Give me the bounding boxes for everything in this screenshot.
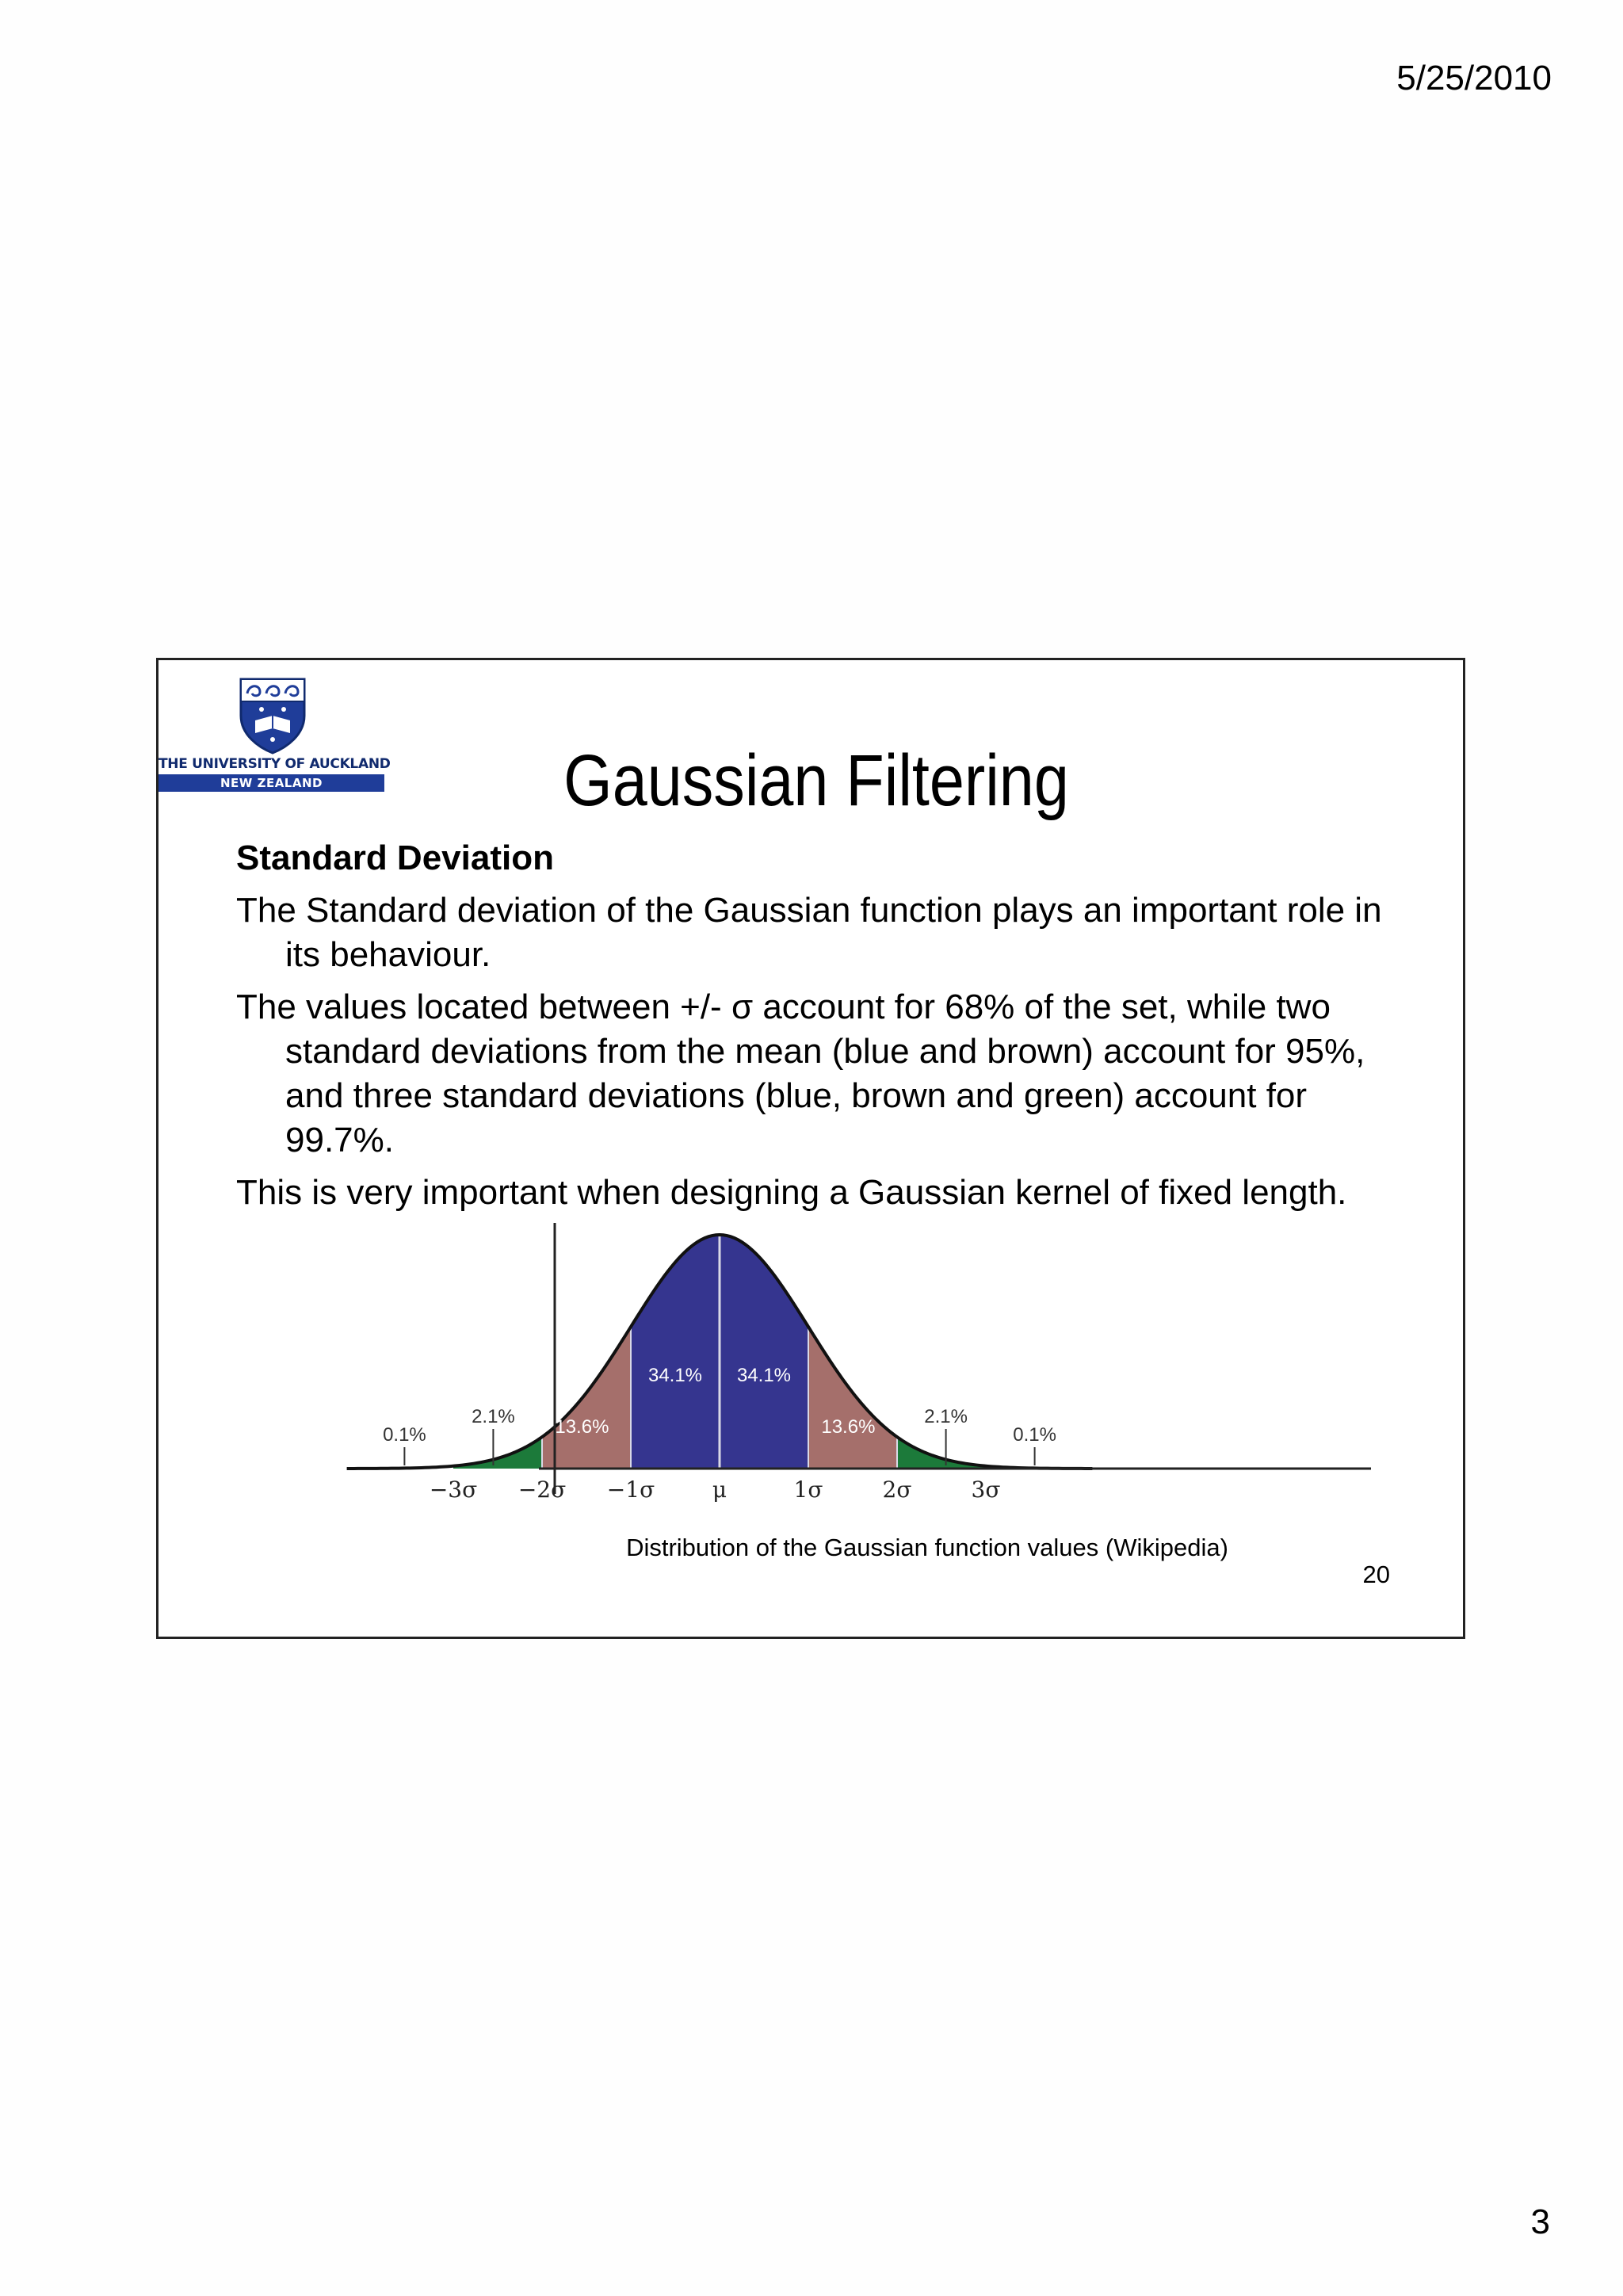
percent-label: 34.1% xyxy=(647,1365,703,1386)
slide-number: 20 xyxy=(1362,1561,1390,1588)
percent-label: 13.6% xyxy=(555,1416,609,1438)
band-3 xyxy=(631,1235,720,1469)
paragraph: This is very important when designing a Gaussian kernel of fixed length. xyxy=(236,1173,1347,1212)
university-name: THE UNIVERSITY OF AUCKLAND xyxy=(158,756,391,772)
band-4 xyxy=(720,1235,808,1469)
x-tick-label: 1σ xyxy=(793,1477,823,1503)
paragraph: The Standard deviation of the Gaussian function plays an important role in its behaviour. xyxy=(236,891,1382,974)
slide xyxy=(156,658,1465,1639)
paragraph: The values located between +/- σ account for 68% of the set, while two standard deviations from the mean (blue and brown) account for 95%, and three standard deviations (blue, brown and green) account for 99.7%. xyxy=(236,988,1365,1159)
page-date: 5/25/2010 xyxy=(1396,59,1552,97)
gaussian-chart-svg xyxy=(383,1223,1379,1532)
x-tick-label: −1σ xyxy=(606,1477,655,1503)
x-tick-label: −3σ xyxy=(429,1477,478,1503)
page-number: 3 xyxy=(1530,2202,1550,2241)
x-tick-label: 3σ xyxy=(971,1477,1001,1503)
x-tick-label: 2σ xyxy=(882,1477,912,1503)
university-country: NEW ZEALAND xyxy=(158,774,384,792)
x-tick-label: μ xyxy=(712,1477,727,1503)
percent-label: 2.1% xyxy=(924,1406,968,1427)
percent-label: 0.1% xyxy=(383,1424,426,1446)
gaussian-distribution-chart xyxy=(383,1223,1379,1532)
slide-body xyxy=(236,836,1385,1223)
percent-label: 34.1% xyxy=(736,1365,792,1386)
university-logo xyxy=(158,674,391,793)
x-tick-label: −2σ xyxy=(517,1477,567,1503)
percent-label: 2.1% xyxy=(472,1406,515,1427)
university-crest-icon xyxy=(238,674,307,754)
chart-caption: Distribution of the Gaussian function values (Wikipedia) xyxy=(626,1534,1228,1561)
slide-title: Gaussian Filtering xyxy=(563,740,1069,821)
percent-label: 0.1% xyxy=(1013,1424,1056,1446)
percent-label: 13.6% xyxy=(821,1416,876,1438)
subheading: Standard Deviation xyxy=(236,839,554,877)
